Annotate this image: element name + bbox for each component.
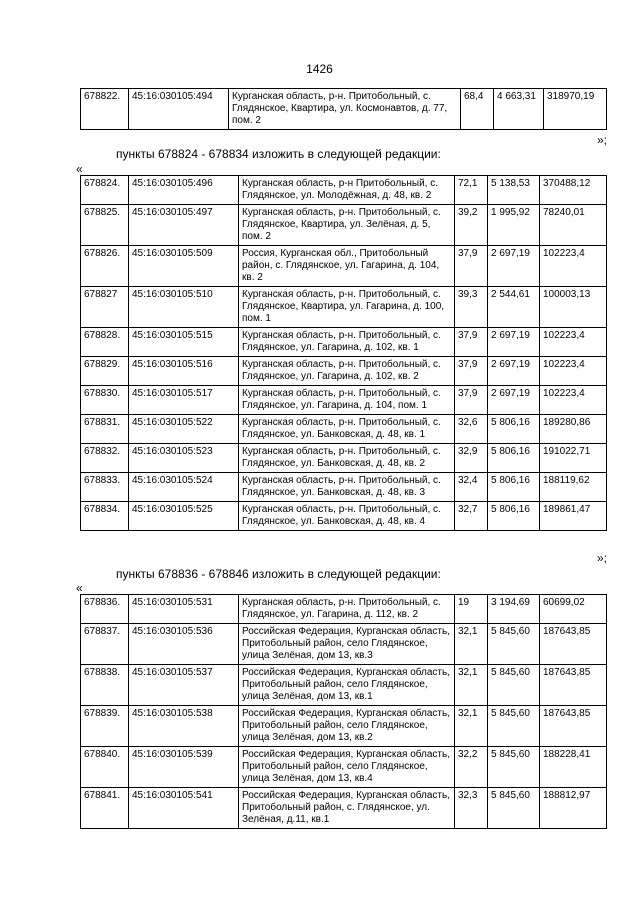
property-table-2 — [80, 175, 607, 531]
unit-price-cell: 4 663,31 — [494, 89, 544, 130]
address-cell: Курганская область, р-н. Притобольный, с. Глядянское, ул. Банковская, д. 48, кв. 3 — [239, 473, 455, 502]
address-cell: Курганская область, р-н. Притобольный, с. Глядянское, Квартира, ул. Гагарина, д. 100, пом. 1 — [239, 287, 455, 328]
table-row — [81, 595, 607, 624]
cadastral-number: 45:16:030105:509 — [129, 246, 239, 287]
area-cell: 19 — [455, 595, 488, 624]
total-cost-cell: 102223,4 — [540, 246, 607, 287]
table-row — [81, 386, 607, 415]
table-row — [81, 328, 607, 357]
area-cell: 39,3 — [455, 287, 488, 328]
record-number: 678829. — [81, 357, 129, 386]
property-table-1 — [80, 88, 607, 130]
record-number: 678824. — [81, 176, 129, 205]
cadastral-number: 45:16:030105:541 — [129, 788, 239, 829]
address-cell: Курганская область, р-н. Притобольный, с. Глядянское, Квартира, ул. Зелёная, д. 5, пом. 2 — [239, 205, 455, 246]
total-cost-cell: 187643,85 — [540, 706, 607, 747]
address-cell: Курганская область, р-н. Притобольный, с. Глядянское, ул. Гагарина, д. 104, пом. 1 — [239, 386, 455, 415]
area-cell: 72,1 — [455, 176, 488, 205]
address-cell: Курганская область, р-н. Притобольный, с. Глядянское, ул. Гагарина, д. 112, кв. 2 — [239, 595, 455, 624]
table-row — [81, 665, 607, 706]
area-cell: 32,2 — [455, 747, 488, 788]
unit-price-cell: 5 806,16 — [488, 473, 540, 502]
cadastral-number: 45:16:030105:496 — [129, 176, 239, 205]
address-cell: Курганская область, р-н. Притобольный, с. Глядянское, ул. Гагарина, д. 102, кв. 1 — [239, 328, 455, 357]
address-cell: Курганская область, р-н. Притобольный, с. Глядянское, ул. Банковская, д. 48, кв. 1 — [239, 415, 455, 444]
opening-quote: « — [76, 162, 83, 176]
address-cell: Российская Федерация, Курганская область, Притобольный район, село Глядянское, улица Зелёная, дом 13, кв.1 — [239, 665, 455, 706]
area-cell: 32,4 — [455, 473, 488, 502]
total-cost-cell: 191022,71 — [540, 444, 607, 473]
unit-price-cell: 2 697,19 — [488, 246, 540, 287]
page-number: 1426 — [306, 62, 333, 76]
address-cell: Российская Федерация, Курганская область, Притобольный район, село Глядянское, улица Зелёная, дом 13, кв.2 — [239, 706, 455, 747]
unit-price-cell: 5 806,16 — [488, 444, 540, 473]
table-row — [81, 706, 607, 747]
record-number: 678827 — [81, 287, 129, 328]
address-cell: Российская Федерация, Курганская область, Притобольный район, с. Глядянское, ул. Зелёная, д.11, кв.1 — [239, 788, 455, 829]
amendment-paragraph: пункты 678836 - 678846 изложить в следующей редакции: — [116, 567, 441, 581]
record-number: 678838. — [81, 665, 129, 706]
unit-price-cell: 3 194,69 — [488, 595, 540, 624]
cadastral-number: 45:16:030105:497 — [129, 205, 239, 246]
unit-price-cell: 5 138,53 — [488, 176, 540, 205]
total-cost-cell: 187643,85 — [540, 624, 607, 665]
table-row — [81, 415, 607, 444]
total-cost-cell: 60699,02 — [540, 595, 607, 624]
closing-quote: »; — [596, 551, 607, 565]
record-number: 678841. — [81, 788, 129, 829]
record-number: 678830. — [81, 386, 129, 415]
record-number: 678839. — [81, 706, 129, 747]
total-cost-cell: 187643,85 — [540, 665, 607, 706]
record-number: 678826. — [81, 246, 129, 287]
area-cell: 37,9 — [455, 246, 488, 287]
table-row — [81, 473, 607, 502]
cadastral-number: 45:16:030105:525 — [129, 502, 239, 531]
unit-price-cell: 2 697,19 — [488, 386, 540, 415]
cadastral-number: 45:16:030105:515 — [129, 328, 239, 357]
area-cell: 68,4 — [461, 89, 494, 130]
total-cost-cell: 188812,97 — [540, 788, 607, 829]
area-cell: 37,9 — [455, 328, 488, 357]
table-row — [81, 502, 607, 531]
table-row — [81, 624, 607, 665]
address-cell: Курганская область, р-н. Притобольный, с. Глядянское, ул. Банковская, д. 48, кв. 2 — [239, 444, 455, 473]
area-cell: 32,6 — [455, 415, 488, 444]
unit-price-cell: 5 845,60 — [488, 747, 540, 788]
total-cost-cell: 102223,4 — [540, 357, 607, 386]
opening-quote: « — [76, 581, 83, 595]
cadastral-number: 45:16:030105:494 — [129, 89, 229, 130]
unit-price-cell: 2 697,19 — [488, 328, 540, 357]
unit-price-cell: 2 697,19 — [488, 357, 540, 386]
area-cell: 32,1 — [455, 665, 488, 706]
address-cell: Курганская область, р-н. Притобольный, с. Глядянское, ул. Банковская, д. 48, кв. 4 — [239, 502, 455, 531]
area-cell: 32,9 — [455, 444, 488, 473]
total-cost-cell: 78240,01 — [540, 205, 607, 246]
table-row — [81, 205, 607, 246]
total-cost-cell: 188119,62 — [540, 473, 607, 502]
table-row — [81, 89, 607, 130]
amendment-paragraph: пункты 678824 - 678834 изложить в следующей редакции: — [116, 147, 441, 161]
record-number: 678831. — [81, 415, 129, 444]
address-cell: Россия, Курганская обл., Притобольный район, с. Глядянское, ул. Гагарина, д. 104, кв. 2 — [239, 246, 455, 287]
cadastral-number: 45:16:030105:510 — [129, 287, 239, 328]
total-cost-cell: 189280,86 — [540, 415, 607, 444]
total-cost-cell: 188228,41 — [540, 747, 607, 788]
record-number: 678822. — [81, 89, 129, 130]
area-cell: 37,9 — [455, 357, 488, 386]
table-row — [81, 357, 607, 386]
total-cost-cell: 189861,47 — [540, 502, 607, 531]
address-cell: Российская Федерация, Курганская область, Притобольный район, село Глядянское, улица Зелёная, дом 13, кв.4 — [239, 747, 455, 788]
address-cell: Курганская область, р-н. Притобольный, с. Глядянское, Квартира, ул. Космонавтов, д. 77, пом. 2 — [229, 89, 461, 130]
area-cell: 37,9 — [455, 386, 488, 415]
area-cell: 32,3 — [455, 788, 488, 829]
cadastral-number: 45:16:030105:538 — [129, 706, 239, 747]
total-cost-cell: 100003,13 — [540, 287, 607, 328]
record-number: 678833. — [81, 473, 129, 502]
record-number: 678828. — [81, 328, 129, 357]
unit-price-cell: 5 845,60 — [488, 624, 540, 665]
table-row — [81, 444, 607, 473]
record-number: 678834. — [81, 502, 129, 531]
total-cost-cell: 102223,4 — [540, 386, 607, 415]
cadastral-number: 45:16:030105:531 — [129, 595, 239, 624]
cadastral-number: 45:16:030105:516 — [129, 357, 239, 386]
unit-price-cell: 5 806,16 — [488, 415, 540, 444]
table-row — [81, 246, 607, 287]
total-cost-cell: 370488,12 — [540, 176, 607, 205]
table-row — [81, 287, 607, 328]
unit-price-cell: 5 806,16 — [488, 502, 540, 531]
cadastral-number: 45:16:030105:517 — [129, 386, 239, 415]
record-number: 678836. — [81, 595, 129, 624]
address-cell: Курганская область, р-н Притобольный, с. Глядянское, ул. Молодёжная, д. 48, кв. 2 — [239, 176, 455, 205]
cadastral-number: 45:16:030105:522 — [129, 415, 239, 444]
table-row — [81, 788, 607, 829]
total-cost-cell: 102223,4 — [540, 328, 607, 357]
area-cell: 32,1 — [455, 706, 488, 747]
area-cell: 32,1 — [455, 624, 488, 665]
unit-price-cell: 2 544,61 — [488, 287, 540, 328]
unit-price-cell: 1 995,92 — [488, 205, 540, 246]
property-table-3 — [80, 594, 607, 829]
cadastral-number: 45:16:030105:539 — [129, 747, 239, 788]
area-cell: 39,2 — [455, 205, 488, 246]
closing-quote: »; — [596, 133, 607, 147]
address-cell: Курганская область, р-н. Притобольный, с. Глядянское, ул. Гагарина, д. 102, кв. 2 — [239, 357, 455, 386]
table-row — [81, 176, 607, 205]
table-row — [81, 747, 607, 788]
total-cost-cell: 318970,19 — [544, 89, 607, 130]
record-number: 678832. — [81, 444, 129, 473]
area-cell: 32,7 — [455, 502, 488, 531]
unit-price-cell: 5 845,60 — [488, 788, 540, 829]
record-number: 678840. — [81, 747, 129, 788]
cadastral-number: 45:16:030105:523 — [129, 444, 239, 473]
unit-price-cell: 5 845,60 — [488, 706, 540, 747]
address-cell: Российская Федерация, Курганская область, Притобольный район, село Глядянское, улица Зелёная, дом 13, кв.3 — [239, 624, 455, 665]
cadastral-number: 45:16:030105:536 — [129, 624, 239, 665]
cadastral-number: 45:16:030105:537 — [129, 665, 239, 706]
unit-price-cell: 5 845,60 — [488, 665, 540, 706]
record-number: 678825. — [81, 205, 129, 246]
cadastral-number: 45:16:030105:524 — [129, 473, 239, 502]
record-number: 678837. — [81, 624, 129, 665]
